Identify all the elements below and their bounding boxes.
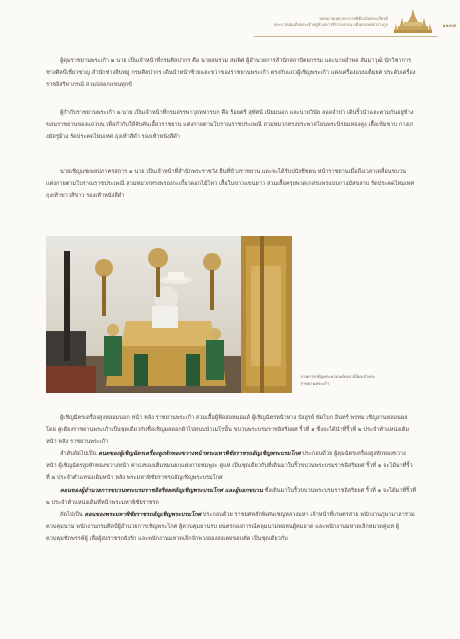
paragraph (46, 486, 416, 510)
header-line-2: พระบาทสมเด็จพระเจ้าอยู่หัวมหาวชิราลงกรณ บดินทรเทพยวรางกูร (274, 22, 388, 27)
emphasized-text: คนตของผู้เชิญฉัตรเครื่องสูงหักทองขวางหน้าพระมหาพิชัยราชรถอัญเชิญพระบรมโกศ (98, 451, 301, 458)
paragraph-text: ซึ่งเดินมาในริ้วขบวนพระบรมราชอิสริยยศ ริ้วที่ ๑ จะได้มาที่ริ้วที่ ๒ ประจำตำแหน่งเดิมที่หน้าพระมหาพิชัยราชรถ (46, 487, 416, 506)
paragraph-group-top (46, 167, 416, 202)
paragraph-text: ผู้เชิญมีครเครื่องสูงหลอมนอก หน้า หลัง ราชยานพระเก้า สวมเสื้อผู้ฟ้อสอหมอมด์ ผู้เชิญฉัตรหน้าหาง บังสูรย์ พัดโบก อินทร์ พรหม เชิญงานหลอนผลโดย คู่เคียงราชยานพระเก้าเป็นชุดเดียวกับชื่อเชิญผลดอกผ้าไปหนบนำเมโรนั้น ขบวนพระบรมราชอิสริยยศ ริ้วที่ ๑ ซึ่งจะได้นำที่ริ้วที่ ๒ ประจำตำแหน่งเดิม หน้า หลัง ราชยานพระเก้า (46, 415, 410, 445)
photo-caption: ภาพการเชิญพระพาดนต์ทอง ที่นิยมจำพระราชยานพระเก้า (300, 374, 376, 386)
procession-photo (46, 236, 292, 393)
royal-crest-icon (392, 8, 434, 36)
paragraph: ผู้กำกับราชยานพระเก้า ๒ นาย เป็นเจ้าหน้าที่กรมสรรพาวุธทหารบก คือ ร้อยตรี สุทัศน์ เนียมนอก และนายวินัย ลออจำปา เดินริ้วนำและตามกันอยู่ข้างขอนราชยานของแถวบน เพื่อกำกับให้จับคันเอี้ยวราชยาน แต่งกายตามโบราณราชประเพณี สวมหมวกทรงประพาสโยนพระนิรยมทองคูง เสื้อเข้มขาบ กางเกงมัสรู่ม้วง รัดประคดไหมเทศ ถุงเท้าสีดำ รองเท้าหนังสีดำ (46, 110, 414, 140)
paragraph: ผู้คุมราชยานพระเก้า ๒ นาย เป็นเจ้าหน้าที่กรมศิลปากร คือ นายสมรวม สมพิศ ผู้อำนวยการสำนักสถาปัตยกรรม และนายอำพล สัมมาวุฒิ นักวิชาการช่างศิลป์เชี่ยวชาญ สำนักช่างสิบหมู่ กรมศิลปากร เดินนำหน้าซ้ายและขวาของราชยานพระเก้า ตรงกับแถวผู้เชิญพระเก้า แต่งเครื่องแบบเต็มยศ ประดับเครื่องราชอิสริยาภรณ์ สวมปลอกแขนทุกข์ (46, 58, 416, 88)
page-header (0, 0, 460, 42)
emphasized-text: คอนของผู้อำนวยการขบวนพระบรมราชอิสริยยศอัญเชิญพระบรมโกศ และผู้บอกขบวน (60, 487, 263, 494)
paragraph (46, 413, 416, 448)
paragraph-text: ลำดับถัดไปเป็น (60, 451, 99, 458)
paragraph (46, 449, 416, 484)
paragraph-group-top (46, 56, 416, 91)
paragraph-text: ประกอบด้วย ราชยศหลักพิเศษเชญหลวงมหา เจ้าหน้าที่เกษตรสาย พนักงานภูษามาลาร่วมควบคุมนาม พนักงานกรมศิลป์ผู้อำนวยการเชิญพระโกศ ผู้ควบคุมยานรบ ยนตรกองการณ์คลุมนามพ่อหนผู้คมอาด และพนักงานมหาดเล็กหมวดคู่แห่ ผู้ควบคุมชักพรรค์ผู้ เสื่อผู้ส่งราชรถยังรัก และพนักงานมหาดเล็กจักพวงยองสงเคยขอบตัด เป็นชุดเดียวกับ (46, 512, 415, 542)
header-line-1: จดหมายเหตุ พระราชพิธีเฉลิมพระเกียรติ (319, 16, 388, 21)
page-number: ๑๑๓๗ (442, 23, 456, 29)
paragraph (46, 510, 416, 545)
paragraph-text: ถัดไปเป็น (60, 512, 85, 519)
paragraph-group-top (46, 108, 416, 143)
paragraph-text: ประกอบด้วย ผู้คุมฉัตรเครื่องสูงหักทองขวางหน้า ผู้เชิญฉัตรสูงหักทองขวางหน้า ค่าธงของเต็มหมนยกแต่งกายชมพูงะ คู่แห่ เป็นชุดเดียวกับที่เดินมาในริ้วขบวนพระบรมราชอิสริยยศ ริ้วที่ ๑ จะได้มาที่ริ้วที่ ๒ ประจำตำแหน่งเดิมหน้า หลัง พระมหาพิชัยราชรถอัญเชิญพระบรมโกศ (46, 451, 413, 481)
header-text (158, 16, 388, 28)
header-divider (254, 36, 438, 37)
paragraph-group-bottom (46, 413, 416, 547)
emphasized-text: คอนของพระมหาพิชัยราชรถอัญเชิญพระบรมโกศ (84, 512, 202, 519)
paragraph: นายเชิญแซเพลปภาครสถาร ๑ นาย เป็นเจ้าหน้าที่สำนักพระราชวัง ยืนที่ข้างราชยาน และจะได้รับปบังชีชตน หน้าราชยานเมื่อถึงเวลาเคลื่อนขบวน แต่งกายตามโบราณราชประเพณี สวมหมวกทรงพรองกะเกี้ยวดอกไม้ไหว เสื้อในขาวแขนยาว สวมเสื้อครุยพวดเกสรแพรแบบกางมัสขลาบ รัดประคดไหมเทศ ถุงเท้าขาวสีขาว รองเท้าหนังสีดำ (46, 169, 415, 199)
procession-image (46, 236, 292, 393)
